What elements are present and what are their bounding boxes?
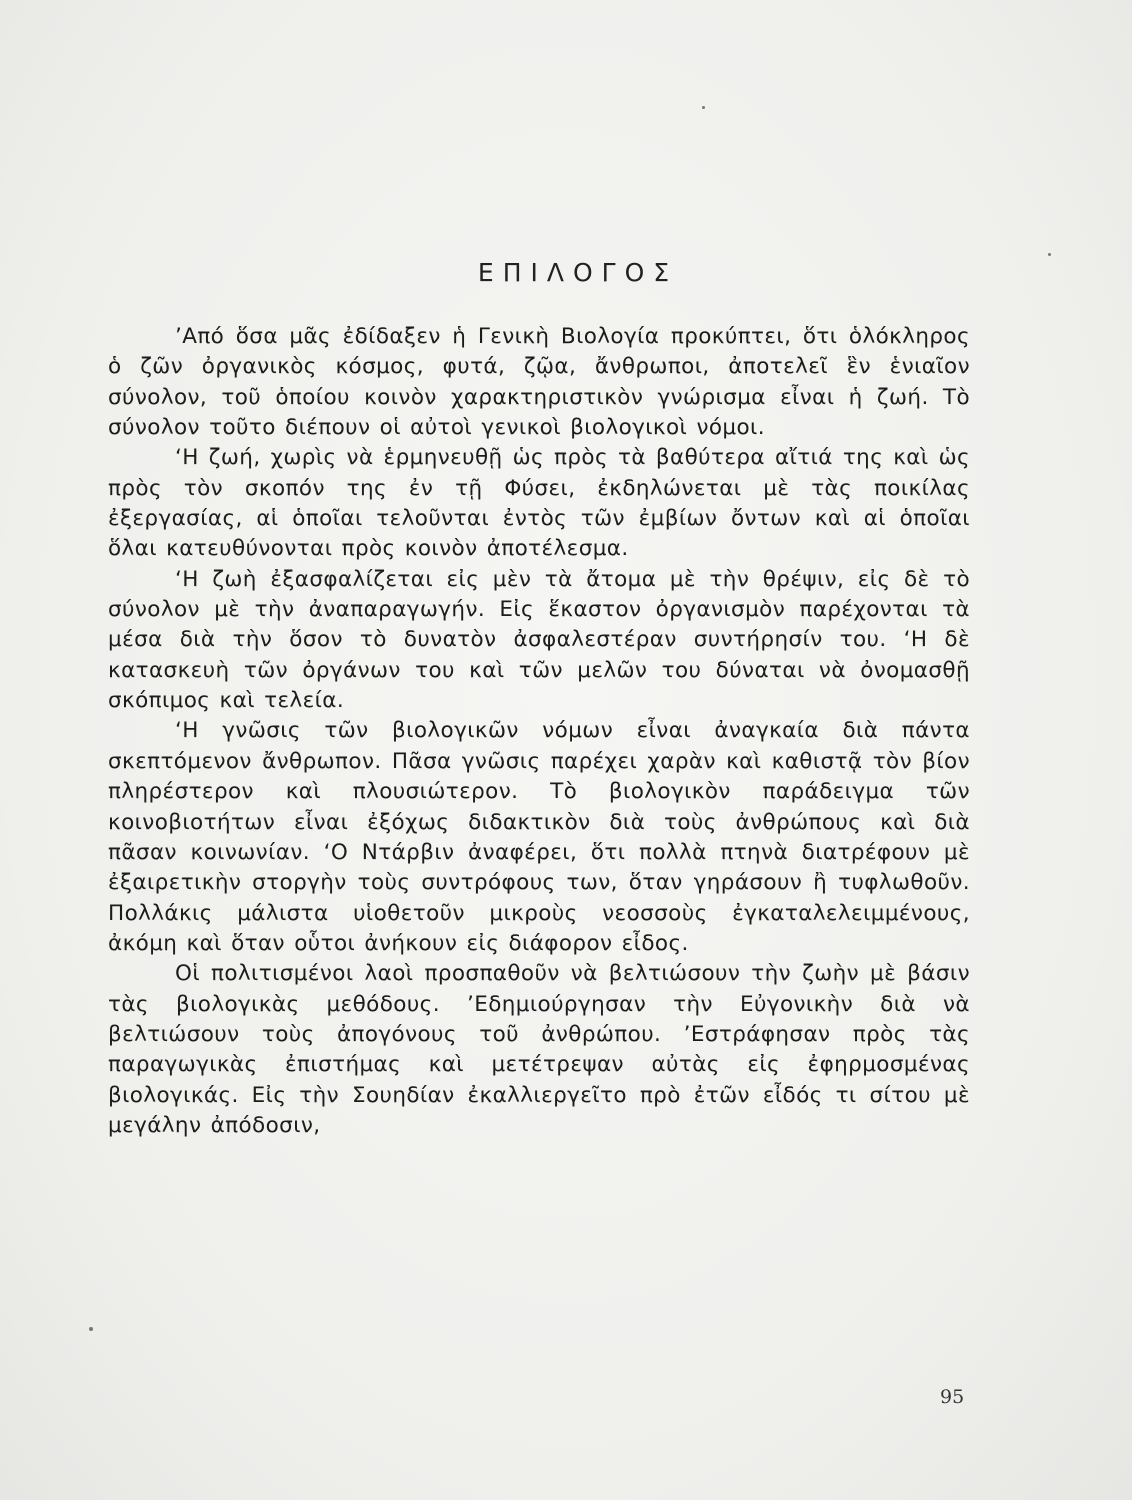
page-number: 95 xyxy=(940,1386,965,1408)
paragraph-1: ’Από ὅσα μᾶς ἐδίδαξεν ἡ Γενικὴ Βιολογία προκύπτει, ὅτι ὁλόκληρος ὁ ζῶν ὀργανικὸς κόσμος, φυτά, ζῷα, ἄνθρωποι, ἀποτελεῖ ἓν ἑνιαῖον σύνολον, τοῦ ὁποίου κοινὸν χαρακτηριστικὸν γνώρισμα εἶναι ἡ ζωή. Τὸ σύνολον τοῦτο διέπουν οἱ αὐτοὶ γενικοὶ βιολογικοὶ νόμοι. xyxy=(108,324,970,441)
paragraph-3: ‘Η ζωὴ ἐξασφαλίζεται εἰς μὲν τὰ ἄτομα μὲ τὴν θρέψιν, εἰς δὲ τὸ σύνολον μὲ τὴν ἀναπαραγωγήν. Εἰς ἕκαστον ὀργανισμὸν παρέχονται τὰ μέσα διὰ τὴν ὅσον τὸ δυνατὸν ἀσφαλεστέραν συντήρησίν του. ‘Η δὲ κατασκευὴ τῶν ὀργάνων του καὶ τῶν μελῶν του δύναται νὰ ὀνομασθῇ σκόπιμος καὶ τελεία. xyxy=(108,566,970,714)
scan-speck xyxy=(89,1327,93,1331)
chapter-title: ΕΠΙΛΟΓΟΣ xyxy=(477,258,679,287)
scan-speck xyxy=(1048,253,1051,256)
body-text xyxy=(108,322,970,1141)
paragraph-5: Οἱ πολιτισμένοι λαοὶ προσπαθοῦν νὰ βελτιώσουν τὴν ζωὴν μὲ βάσιν τὰς βιολογικὰς μεθόδους. ’Εδημιούργησαν τὴν Εὐγονικὴν διὰ νὰ βελτιώσουν τοὺς ἀπογόνους τοῦ ἀνθρώπου. ’Εστράφησαν πρὸς τὰς παραγωγικὰς ἐπιστήμας καὶ μετέτρεψαν αὐτὰς εἰς ἐφηρμοσμένας βιολογικάς. Εἰς τὴν Σουηδίαν ἐκαλλιεργεῖτο πρὸ ἐτῶν εἶδός τι σίτου μὲ μεγάλην ἀπόδοσιν, xyxy=(108,961,970,1138)
paragraph-2: ‘Η ζωή, χωρὶς νὰ ἑρμηνευθῇ ὡς πρὸς τὰ βαθύτερα αἴτιά της καὶ ὡς πρὸς τὸν σκοπόν της ἐν τῇ Φύσει, ἐκδηλώνεται μὲ τὰς ποικίλας ἐξεργασίας, αἱ ὁποῖαι τελοῦνται ἐντὸς τῶν ἐμβίων ὄντων καὶ αἱ ὁποῖαι ὅλαι κατευθύνονται πρὸς κοινὸν ἀποτέλεσμα. xyxy=(108,445,970,562)
scan-speck xyxy=(702,106,705,109)
paragraph-4: ‘Η γνῶσις τῶν βιολογικῶν νόμων εἶναι ἀναγκαία διὰ πάντα σκεπτόμενον ἄνθρωπον. Πᾶσα γνῶσις παρέχει χαρὰν καὶ καθιστᾷ τὸν βίον πληρέστερον καὶ πλουσιώτερον. Τὸ βιολογικὸν παράδειγμα τῶν κοινοβιοτήτων εἶναι ἐξόχως διδακτικὸν διὰ τοὺς ἀνθρώπους καὶ διὰ πᾶσαν κοινωνίαν. ‘Ο Ντάρβιν ἀναφέρει, ὅτι πολλὰ πτηνὰ διατρέφουν μὲ ἐξαιρετικὴν στοργὴν τοὺς συντρόφους των, ὅταν γηράσουν ἢ τυφλωθοῦν. Πολλάκις μάλιστα υἱοθετοῦν μικροὺς νεοσσοὺς ἐγκαταλελειμμένους, ἀκόμη καὶ ὅταν οὗτοι ἀνήκουν εἰς διάφορον εἶδος. xyxy=(108,718,970,956)
